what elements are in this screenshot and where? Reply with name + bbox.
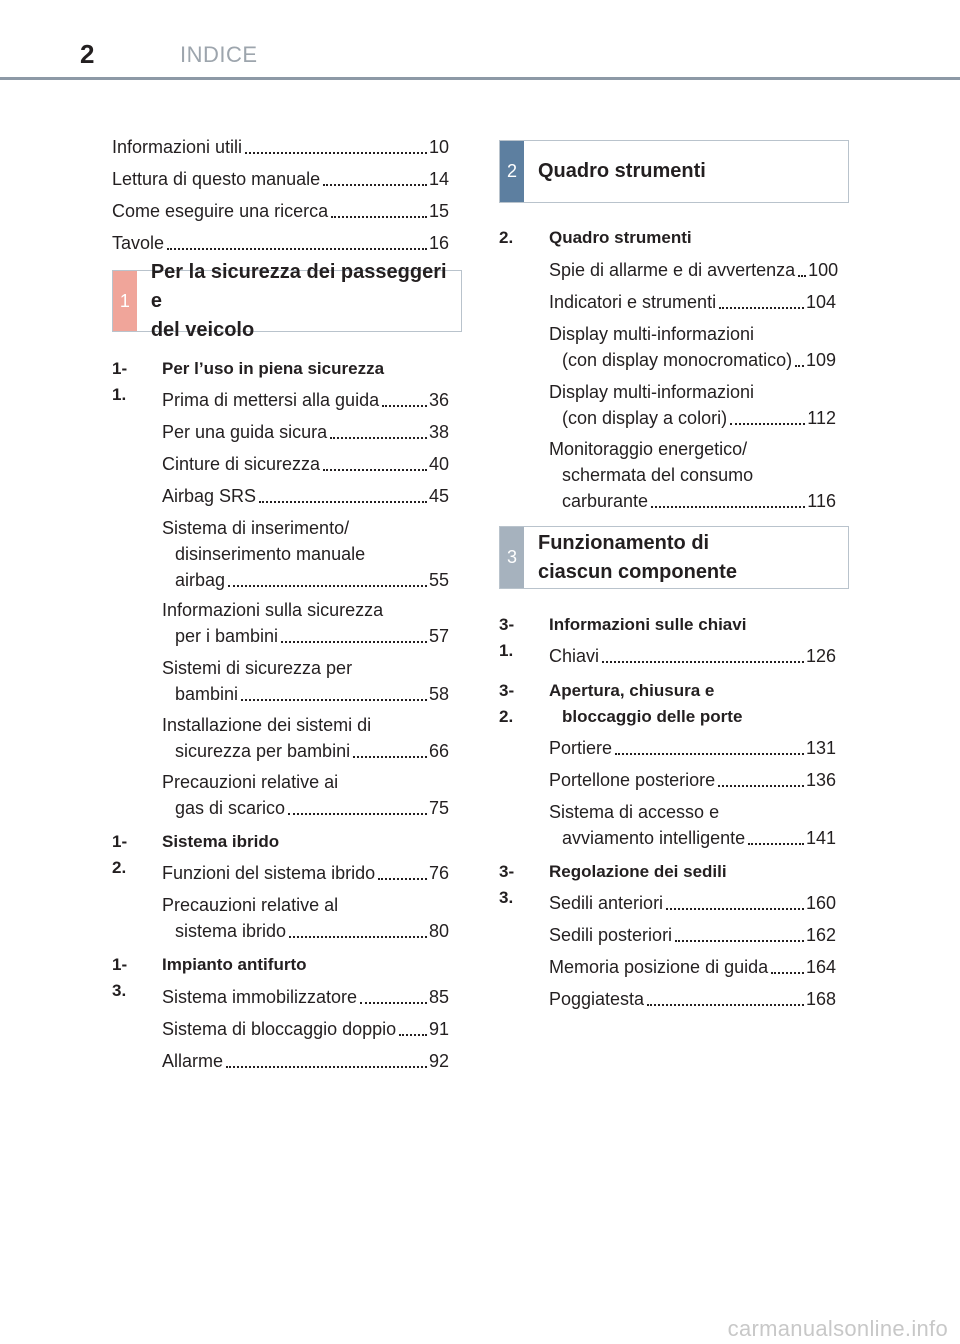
toc-entry[interactable]: Spie di allarme e di avvertenza 100 xyxy=(549,260,839,280)
header-rule xyxy=(0,77,960,80)
toc-entry[interactable]: Chiavi 126 xyxy=(549,646,836,666)
toc-entry[interactable]: Indicatori e strumenti 104 xyxy=(549,292,836,312)
toc-entry[interactable]: Lettura di questo manuale 14 xyxy=(112,169,449,189)
toc-entry[interactable]: Monitoraggio energetico/ schermata del consumo carburante 116 xyxy=(549,439,836,511)
chapter-tab: 1 xyxy=(113,271,137,331)
page-header xyxy=(0,0,960,80)
toc-entry[interactable]: Display multi-informazioni (con display a colori) 112 xyxy=(549,382,836,428)
chapter-title: Per la sicurezza dei passeggeri e del veicolo xyxy=(150,260,447,341)
toc-entry[interactable]: Portiere 131 xyxy=(549,738,836,758)
toc-entry[interactable]: Poggiatesta 168 xyxy=(549,989,836,1009)
toc-entry[interactable]: Memoria posizione di guida 164 xyxy=(549,957,836,977)
chapter-title: Funzionamento di ciascun componente xyxy=(538,531,737,583)
toc-entry[interactable]: Sistema immobilizzatore 85 xyxy=(162,987,449,1007)
toc-entry[interactable]: Portellone posteriore 136 xyxy=(549,770,836,790)
toc-entry[interactable]: Informazioni sulla sicurezza per i bambini 57 xyxy=(162,600,449,646)
toc-entry[interactable]: Tavole 16 xyxy=(112,233,449,253)
toc-entry[interactable]: Sistemi di sicurezza per bambini 58 xyxy=(162,658,449,704)
toc-entry[interactable]: Installazione dei sistemi di sicurezza per bambini 66 xyxy=(162,715,449,761)
page-number: 2 xyxy=(80,39,95,69)
toc-entry[interactable]: Airbag SRS 45 xyxy=(162,486,449,506)
toc-entry[interactable]: Cinture di sicurezza 40 xyxy=(162,454,449,474)
toc-entry[interactable]: Sedili anteriori 160 xyxy=(549,893,836,913)
chapter-box-1[interactable] xyxy=(112,260,462,341)
chapter-box-3[interactable] xyxy=(499,526,849,589)
toc-entry[interactable]: Sistema di accesso e avviamento intelligente 141 xyxy=(549,802,836,848)
watermark: carmanualsonline.info xyxy=(727,1316,948,1341)
toc-entry[interactable]: Informazioni utili 10 xyxy=(112,137,449,157)
chapter-box-2[interactable] xyxy=(499,140,849,203)
toc-entry[interactable]: Sistema di bloccaggio doppio 91 xyxy=(162,1019,449,1039)
toc-entry[interactable]: Funzioni del sistema ibrido 76 xyxy=(162,863,449,883)
toc-entry[interactable]: Precauzioni relative al sistema ibrido 80 xyxy=(162,895,449,941)
toc-entry[interactable]: Precauzioni relative ai gas di scarico 75 xyxy=(162,772,449,818)
toc-entry[interactable]: Display multi-informazioni (con display monocromatico) 109 xyxy=(549,324,836,370)
toc-entry[interactable]: Allarme 92 xyxy=(162,1051,449,1071)
toc-entry[interactable]: Per una guida sicura 38 xyxy=(162,422,449,442)
chapter-title: Quadro strumenti xyxy=(538,160,706,182)
toc-entry[interactable]: Sedili posteriori 162 xyxy=(549,925,836,945)
chapter-tab: 2 xyxy=(500,141,524,202)
toc-entry[interactable]: Prima di mettersi alla guida 36 xyxy=(162,390,449,410)
toc-entry[interactable]: Sistema di inserimento/ disinserimento manuale airbag 55 xyxy=(162,518,449,590)
toc-entry[interactable]: Come eseguire una ricerca 15 xyxy=(112,201,449,221)
chapter-tab: 3 xyxy=(500,527,524,588)
page-title: INDICE xyxy=(180,42,258,67)
